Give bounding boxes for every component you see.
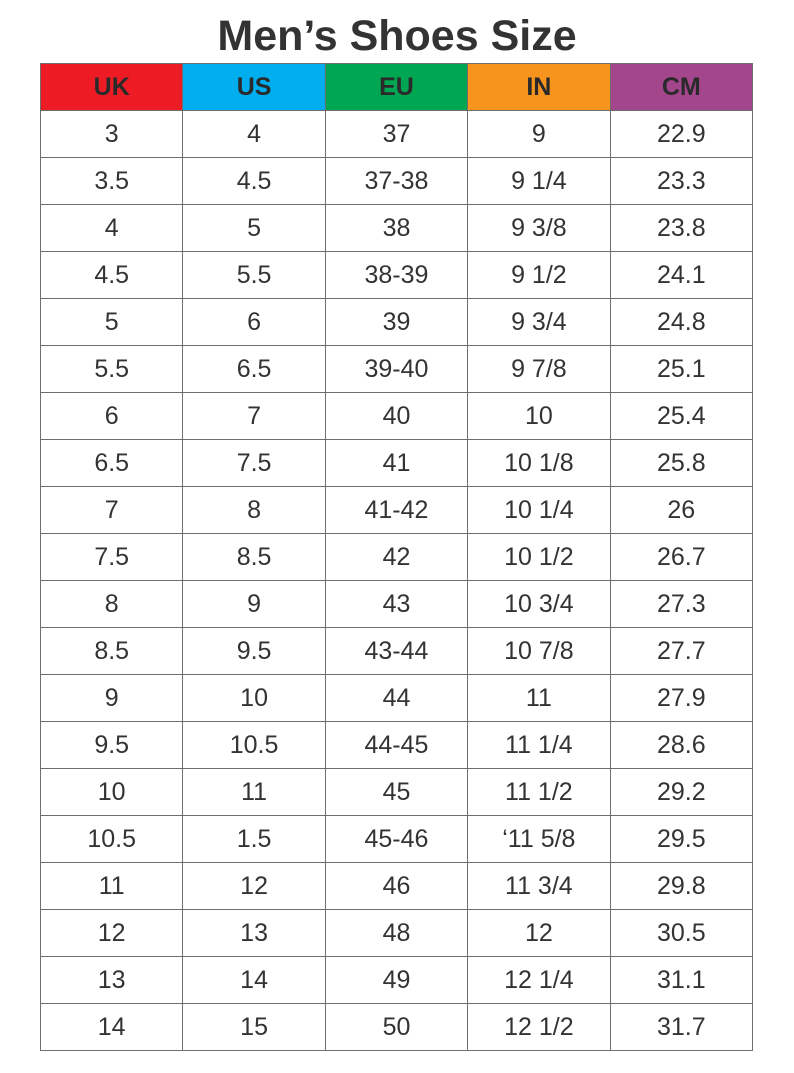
table-cell-in: 12 bbox=[468, 910, 610, 957]
table-cell-in: 11 1/4 bbox=[468, 722, 610, 769]
table-cell-us: 5 bbox=[183, 205, 325, 252]
table-cell-in: 10 7/8 bbox=[468, 628, 610, 675]
table-cell-eu: 45-46 bbox=[325, 816, 467, 863]
table-cell-uk: 13 bbox=[41, 957, 183, 1004]
table-cell-cm: 24.8 bbox=[610, 299, 752, 346]
table-cell-uk: 10 bbox=[41, 769, 183, 816]
table-cell-in: 9 1/4 bbox=[468, 158, 610, 205]
column-header-eu: EU bbox=[325, 64, 467, 111]
table-row bbox=[41, 581, 753, 628]
table-row bbox=[41, 910, 753, 957]
table-cell-uk: 4.5 bbox=[41, 252, 183, 299]
table-cell-cm: 24.1 bbox=[610, 252, 752, 299]
table-cell-us: 9 bbox=[183, 581, 325, 628]
table-cell-uk: 10.5 bbox=[41, 816, 183, 863]
table-cell-cm: 29.2 bbox=[610, 769, 752, 816]
table-cell-us: 9.5 bbox=[183, 628, 325, 675]
table-cell-uk: 7.5 bbox=[41, 534, 183, 581]
table-cell-uk: 7 bbox=[41, 487, 183, 534]
table-cell-eu: 42 bbox=[325, 534, 467, 581]
table-cell-us: 14 bbox=[183, 957, 325, 1004]
table-cell-us: 15 bbox=[183, 1004, 325, 1051]
table-cell-cm: 31.1 bbox=[610, 957, 752, 1004]
table-cell-us: 4.5 bbox=[183, 158, 325, 205]
table-cell-uk: 14 bbox=[41, 1004, 183, 1051]
table-row bbox=[41, 393, 753, 440]
table-row bbox=[41, 534, 753, 581]
table-cell-uk: 9.5 bbox=[41, 722, 183, 769]
table-row bbox=[41, 816, 753, 863]
table-cell-uk: 11 bbox=[41, 863, 183, 910]
table-cell-eu: 39 bbox=[325, 299, 467, 346]
table-body bbox=[41, 111, 753, 1051]
table-cell-us: 11 bbox=[183, 769, 325, 816]
table-cell-cm: 29.5 bbox=[610, 816, 752, 863]
table-cell-cm: 23.8 bbox=[610, 205, 752, 252]
table-cell-cm: 27.3 bbox=[610, 581, 752, 628]
table-cell-uk: 5 bbox=[41, 299, 183, 346]
table-cell-in: 10 bbox=[468, 393, 610, 440]
table-cell-in: 9 3/4 bbox=[468, 299, 610, 346]
table-row bbox=[41, 158, 753, 205]
table-cell-us: 10 bbox=[183, 675, 325, 722]
table-cell-us: 10.5 bbox=[183, 722, 325, 769]
table-row bbox=[41, 487, 753, 534]
table-cell-cm: 23.3 bbox=[610, 158, 752, 205]
table-row bbox=[41, 111, 753, 158]
table-row bbox=[41, 440, 753, 487]
table-cell-uk: 3 bbox=[41, 111, 183, 158]
table-row bbox=[41, 252, 753, 299]
table-cell-eu: 50 bbox=[325, 1004, 467, 1051]
column-header-cm: CM bbox=[610, 64, 752, 111]
table-cell-in: 12 1/4 bbox=[468, 957, 610, 1004]
table-cell-us: 4 bbox=[183, 111, 325, 158]
table-cell-us: 12 bbox=[183, 863, 325, 910]
table-row bbox=[41, 1004, 753, 1051]
table-cell-us: 8.5 bbox=[183, 534, 325, 581]
table-row bbox=[41, 205, 753, 252]
table-cell-in: 10 1/8 bbox=[468, 440, 610, 487]
column-header-in: IN bbox=[468, 64, 610, 111]
table-cell-cm: 27.9 bbox=[610, 675, 752, 722]
table-cell-cm: 26.7 bbox=[610, 534, 752, 581]
table-cell-uk: 6 bbox=[41, 393, 183, 440]
table-cell-us: 5.5 bbox=[183, 252, 325, 299]
table-cell-cm: 25.1 bbox=[610, 346, 752, 393]
table-cell-cm: 29.8 bbox=[610, 863, 752, 910]
table-cell-cm: 26 bbox=[610, 487, 752, 534]
table-row bbox=[41, 299, 753, 346]
table-row bbox=[41, 863, 753, 910]
table-cell-in: 11 1/2 bbox=[468, 769, 610, 816]
table-cell-eu: 40 bbox=[325, 393, 467, 440]
table-cell-in: 10 1/2 bbox=[468, 534, 610, 581]
table-cell-in: 9 bbox=[468, 111, 610, 158]
table-row bbox=[41, 628, 753, 675]
table-cell-uk: 8 bbox=[41, 581, 183, 628]
table-cell-us: 7 bbox=[183, 393, 325, 440]
column-header-us: US bbox=[183, 64, 325, 111]
table-cell-eu: 49 bbox=[325, 957, 467, 1004]
table-cell-uk: 3.5 bbox=[41, 158, 183, 205]
table-cell-eu: 43 bbox=[325, 581, 467, 628]
table-cell-in: 10 3/4 bbox=[468, 581, 610, 628]
table-cell-eu: 43-44 bbox=[325, 628, 467, 675]
table-cell-in: 9 7/8 bbox=[468, 346, 610, 393]
table-cell-eu: 41-42 bbox=[325, 487, 467, 534]
table-cell-in: 9 1/2 bbox=[468, 252, 610, 299]
table-cell-in: 12 1/2 bbox=[468, 1004, 610, 1051]
table-cell-uk: 5.5 bbox=[41, 346, 183, 393]
table-cell-us: 1.5 bbox=[183, 816, 325, 863]
table-cell-in: 11 3/4 bbox=[468, 863, 610, 910]
table-cell-eu: 44 bbox=[325, 675, 467, 722]
table-cell-uk: 9 bbox=[41, 675, 183, 722]
table-cell-uk: 8.5 bbox=[41, 628, 183, 675]
table-cell-cm: 28.6 bbox=[610, 722, 752, 769]
table-cell-eu: 46 bbox=[325, 863, 467, 910]
table-cell-uk: 12 bbox=[41, 910, 183, 957]
table-cell-in: 11 bbox=[468, 675, 610, 722]
table-cell-us: 6 bbox=[183, 299, 325, 346]
table-cell-eu: 39-40 bbox=[325, 346, 467, 393]
table-cell-eu: 44-45 bbox=[325, 722, 467, 769]
table-cell-cm: 30.5 bbox=[610, 910, 752, 957]
table-header-row bbox=[41, 64, 753, 111]
table-row bbox=[41, 957, 753, 1004]
table-cell-eu: 48 bbox=[325, 910, 467, 957]
table-cell-in: ‘11 5/8 bbox=[468, 816, 610, 863]
column-header-uk: UK bbox=[41, 64, 183, 111]
table-row bbox=[41, 722, 753, 769]
shoe-size-table bbox=[40, 63, 753, 1051]
table-cell-us: 8 bbox=[183, 487, 325, 534]
table-cell-eu: 38 bbox=[325, 205, 467, 252]
table-cell-eu: 37-38 bbox=[325, 158, 467, 205]
table-cell-cm: 22.9 bbox=[610, 111, 752, 158]
table-cell-cm: 25.8 bbox=[610, 440, 752, 487]
table-cell-in: 9 3/8 bbox=[468, 205, 610, 252]
table-row bbox=[41, 675, 753, 722]
table-cell-eu: 37 bbox=[325, 111, 467, 158]
table-cell-eu: 45 bbox=[325, 769, 467, 816]
table-cell-eu: 38-39 bbox=[325, 252, 467, 299]
table-cell-us: 7.5 bbox=[183, 440, 325, 487]
table-cell-uk: 4 bbox=[41, 205, 183, 252]
page-title: Men’s Shoes Size bbox=[217, 12, 577, 60]
table-cell-eu: 41 bbox=[325, 440, 467, 487]
table-cell-uk: 6.5 bbox=[41, 440, 183, 487]
table-row bbox=[41, 346, 753, 393]
table-cell-us: 6.5 bbox=[183, 346, 325, 393]
table-cell-in: 10 1/4 bbox=[468, 487, 610, 534]
table-cell-us: 13 bbox=[183, 910, 325, 957]
table-cell-cm: 31.7 bbox=[610, 1004, 752, 1051]
table-cell-cm: 25.4 bbox=[610, 393, 752, 440]
table-cell-cm: 27.7 bbox=[610, 628, 752, 675]
table-row bbox=[41, 769, 753, 816]
